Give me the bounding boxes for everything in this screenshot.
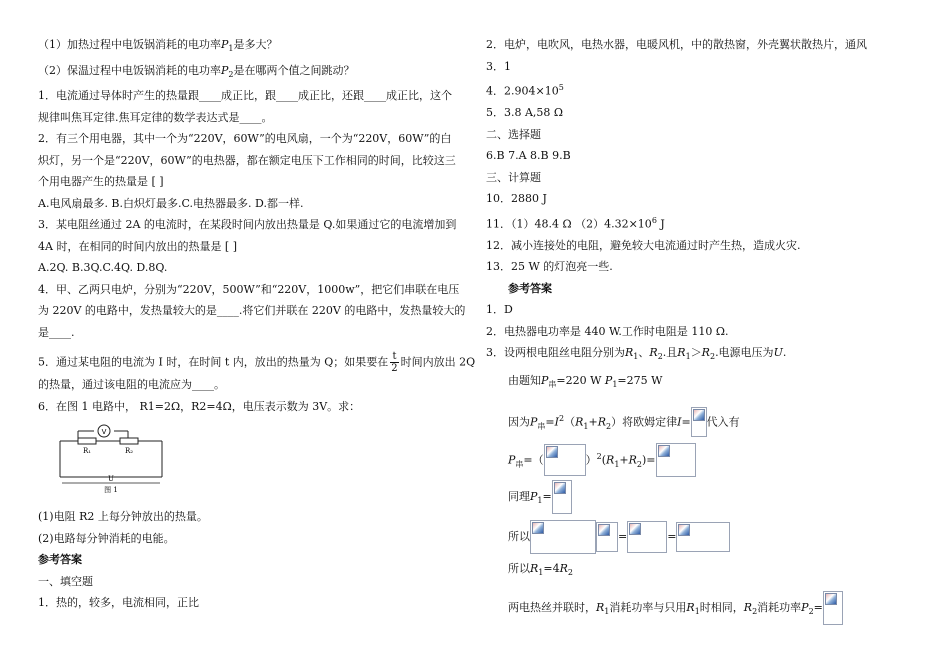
- derivation-line: 由题知$P_串=220$ W $P_1=275$ W: [508, 374, 663, 390]
- question-line: [38, 351, 476, 375]
- text: 是多大？: [233, 38, 278, 51]
- question-line: (1)电阻 R2 上每分钟放出的热量。: [38, 510, 208, 524]
- r1-label: R₁: [82, 447, 92, 456]
- text: （1）加热过程中电饭锅消耗的电功率: [38, 38, 221, 51]
- resistor-r2: [120, 438, 138, 444]
- formula-image: [676, 522, 730, 552]
- question-line: [38, 34, 466, 60]
- formula-image: [656, 443, 696, 477]
- question-line: [38, 60, 466, 86]
- section-heading: 三、计算题: [486, 170, 541, 184]
- question-line: 4A 时，在相同的时间内放出的热量是 [ ]: [38, 239, 238, 253]
- answer-line: 3．1: [486, 59, 511, 73]
- var: P: [221, 38, 229, 51]
- answer-line: 1．热的，较多，电流相同，正比: [38, 596, 199, 610]
- denominator: 2: [391, 363, 398, 375]
- answer-line: 2．电热器电功率是 440 W.工作时电阻是 110 Ω.: [486, 324, 729, 338]
- sub: 1: [228, 44, 234, 54]
- formula-image: [691, 407, 707, 437]
- figure-caption: 图 1: [104, 486, 118, 495]
- var: P: [221, 63, 229, 77]
- voltage-label: U: [108, 475, 114, 484]
- answer-line: 1．D: [486, 303, 513, 317]
- answer-line: [486, 210, 926, 235]
- text: （2）保温过程中电饭锅消耗的电功率: [38, 63, 221, 77]
- sup: 6: [651, 215, 657, 225]
- answer-heading: 参考答案: [508, 281, 552, 295]
- text: 4．2.904×10: [486, 84, 559, 98]
- circuit-diagram: [56, 421, 166, 497]
- question-line: 规律叫焦耳定律.焦耳定律的数学表达式是____。: [38, 110, 273, 124]
- formula-image: [552, 480, 572, 514]
- question-line: 炽灯，另一个是“220V，60W”的电热器，都在额定电压下工作相同的时间，比较这三: [38, 153, 456, 167]
- voltmeter-label: V: [101, 428, 107, 437]
- answer-line: 2．电炉，电吹风，电热水器，电暖风机，中的散热窗，外壳翼状散热片，通风: [486, 38, 867, 51]
- question-line: (2)电路每分钟消耗的电能。: [38, 531, 175, 545]
- answer-line: [486, 77, 926, 102]
- answer-heading: 参考答案: [38, 553, 82, 567]
- formula-image: [544, 444, 586, 476]
- text: 时间内放出 2Q: [400, 355, 476, 369]
- derivation-line: 两电热丝并联时，$R_1$消耗功率与只用$R_1$时相同，$R_2$消耗功率$P_2=$: [508, 591, 926, 625]
- numerator: t: [390, 351, 398, 363]
- question-line: 2．有三个用电器，其中一个为“220V，60W”的电风扇，一个为“220V，60W”的白: [38, 132, 452, 146]
- options-line: A.电风扇最多. B.白炽灯最多.C.电热器最多. D.都一样.: [38, 196, 304, 210]
- derivation: [486, 370, 926, 625]
- question-line: 6．在图 1 电路中， R1=2Ω，R2=4Ω，电压表示数为 3V。求：: [38, 399, 361, 413]
- answer-line: 12．减小连接处的电阻，避免较大电流通过时产生热，造成火灾.: [486, 238, 801, 252]
- answer-line: 3．设两根电阻丝电阻分别为$R_1$、$R_2$.且$R_1>R_2$.电源电压为U.: [486, 346, 787, 362]
- derivation-line: 因为$P_串=I^2(R_1+R_2)$将欧姆定律I= 代入有: [508, 404, 926, 434]
- formula-image: [823, 591, 843, 625]
- answer-line: 5．3.8 A,58 Ω: [486, 106, 564, 120]
- formula-image: [627, 521, 667, 553]
- text: 11．（1）48.4 Ω （2）4.32×10: [486, 217, 652, 231]
- question-line: 是____.: [38, 325, 75, 339]
- section-heading: 二、选择题: [486, 127, 541, 141]
- question-line: 1．电流通过导体时产生的热量跟____成正比，跟____成正比，还跟____成正比，这个: [38, 89, 452, 103]
- r2-label: R₂: [124, 447, 134, 456]
- text: J: [656, 217, 665, 231]
- question-line: 个用电器产生的热量是 [ ]: [38, 175, 164, 189]
- fraction: [390, 351, 398, 374]
- answer-line: 10．2880 J: [486, 192, 547, 206]
- text: 5．通过某电阻的电流为 I 时，在时间 t 内，放出的热量为 Q；如果要在: [38, 355, 389, 369]
- question-line: 为 220V 的电路中，发热量较大的是____.将它们并联在 220V 的电路中，发热量较大的: [38, 304, 466, 318]
- section-heading: 一、填空题: [38, 574, 93, 588]
- answer-line: 6.B 7.A 8.B 9.B: [486, 149, 571, 163]
- formula-image: [530, 520, 596, 554]
- resistor-r1: [78, 438, 96, 444]
- derivation-line: 所以$R_1=4R_2$: [508, 561, 573, 577]
- right-column: [486, 34, 926, 625]
- text: 是在哪两个值之间跳动？: [233, 63, 355, 77]
- sup: 5: [558, 83, 564, 92]
- answer-line: 13．25 W 的灯泡亮一些.: [486, 260, 613, 274]
- question-line: 3．某电阻丝通过 2A 的电流时，在某段时间内放出热量是 Q.如果通过它的电流增加到: [38, 218, 457, 232]
- derivation-line: $P_串=$（ ）$^2(R_1+R_2)=$: [508, 440, 926, 474]
- question-line: 4．甲、乙两只电炉，分别为“220V，500W”和“220V，1000w”，把它们串联在电压: [38, 282, 460, 296]
- formula-image: [596, 522, 618, 552]
- question-line: 的热量，通过该电阻的电流应为____。: [38, 378, 225, 392]
- sub: 2: [228, 69, 234, 79]
- options-line: A.2Q. B.3Q.C.4Q. D.8Q.: [38, 261, 168, 275]
- left-column: [38, 34, 476, 614]
- derivation-line: 所以 = =: [508, 520, 926, 554]
- derivation-line: 同理$P_1=$: [508, 480, 926, 514]
